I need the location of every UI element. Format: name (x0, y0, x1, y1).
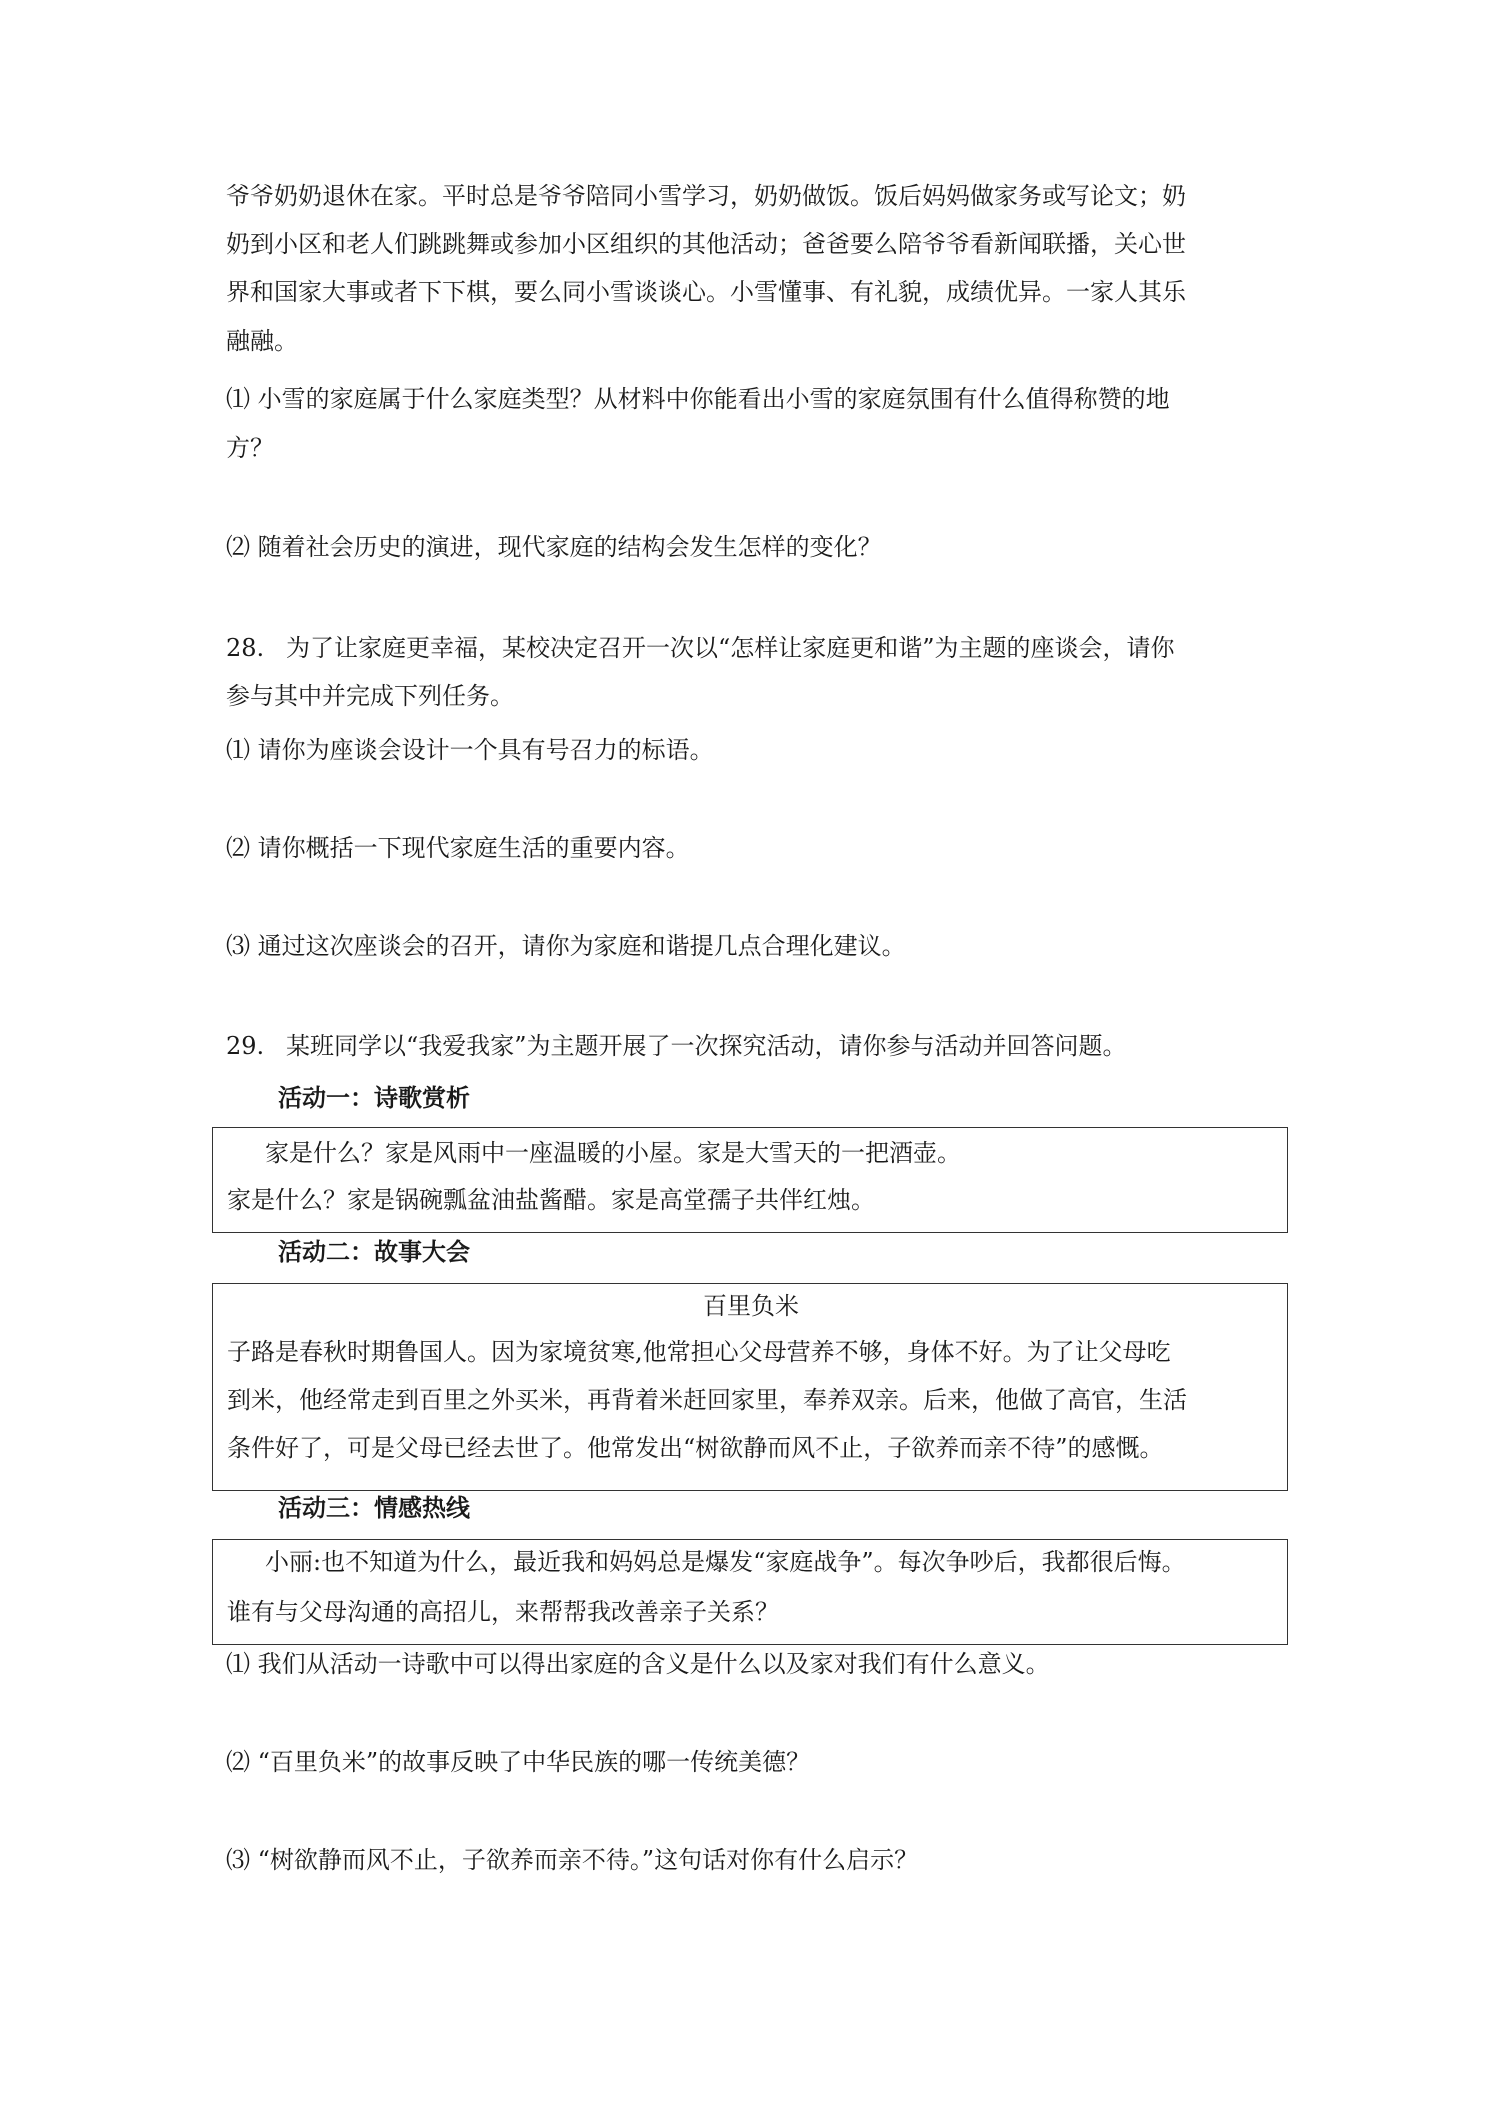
intro-question-1-line-1: ⑴ 小雪的家庭属于什么家庭类型？从材料中你能看出小雪的家庭氛围有什么值得称赞的地 (226, 385, 1170, 413)
question-28-text: 为了让家庭更幸福，某校决定召开一次以“怎样让家庭更和谐”为主题的座谈会，请你 (286, 634, 1175, 662)
intro-line-2: 奶到小区和老人们跳跳舞或参加小区组织的其他活动；爸爸要么陪爷爷看新闻联播，关心世 (226, 230, 1186, 258)
activity-2-heading: 活动二：故事大会 (278, 1237, 470, 1266)
hotline-line-2: 谁有与父母沟通的高招儿，来帮帮我改善亲子关系？ (227, 1598, 779, 1626)
story-line-1: 子路是春秋时期鲁国人。因为家境贫寒,他常担心父母营养不够，身体不好。为了让父母吃 (227, 1338, 1171, 1366)
question-28-sub-2: ⑵ 请你概括一下现代家庭生活的重要内容。 (226, 834, 690, 862)
question-29-sub-2: ⑵ “百里负米”的故事反映了中华民族的哪一传统美德？ (226, 1748, 811, 1776)
question-29-sub-3: ⑶ “树欲静而风不止，子欲养而亲不待。”这句话对你有什么启示？ (226, 1846, 919, 1874)
question-28-sub-3: ⑶ 通过这次座谈会的召开，请你为家庭和谐提几点合理化建议。 (226, 932, 906, 960)
activity-1-heading: 活动一：诗歌赏析 (278, 1083, 470, 1112)
question-28-line-1 (226, 632, 1175, 664)
intro-question-2: ⑵ 随着社会历史的演进，现代家庭的结构会发生怎样的变化？ (226, 533, 882, 561)
intro-line-4: 融融。 (226, 327, 298, 355)
activity-1-box (212, 1127, 1288, 1233)
intro-line-1: 爷爷奶奶退休在家。平时总是爷爷陪同小雪学习，奶奶做饭。饭后妈妈做家务或写论文；奶 (226, 182, 1186, 210)
activity-3-box (212, 1539, 1288, 1645)
question-29-line-1 (226, 1030, 1127, 1062)
activity-3-heading: 活动三：情感热线 (278, 1493, 470, 1522)
story-title: 百里负米 (703, 1292, 799, 1320)
story-line-3: 条件好了，可是父母已经去世了。他常发出“树欲静而风不止，子欲养而亲不待”的感慨。 (227, 1434, 1164, 1462)
question-28-sub-1: ⑴ 请你为座谈会设计一个具有号召力的标语。 (226, 736, 714, 764)
question-29-text: 某班同学以“我爱我家”为主题开展了一次探究活动，请你参与活动并回答问题。 (286, 1032, 1127, 1060)
hotline-line-1: 小丽:也不知道为什么，最近我和妈妈总是爆发“家庭战争”。每次争吵后，我都很后悔。 (265, 1548, 1186, 1576)
question-29-number: 29. (226, 1032, 265, 1060)
intro-line-3: 界和国家大事或者下下棋，要么同小雪谈谈心。小雪懂事、有礼貌，成绩优异。一家人其乐 (226, 278, 1186, 306)
activity-2-box (212, 1283, 1288, 1491)
intro-question-1-line-2: 方？ (226, 434, 274, 462)
question-28-line-2: 参与其中并完成下列任务。 (226, 682, 514, 710)
question-28-number: 28. (226, 634, 265, 662)
question-29-sub-1: ⑴ 我们从活动一诗歌中可以得出家庭的含义是什么以及家对我们有什么意义。 (226, 1650, 1050, 1678)
activity-1-poem-line-1: 家是什么？家是风雨中一座温暖的小屋。家是大雪天的一把酒壶。 (265, 1139, 961, 1167)
activity-1-poem-line-2: 家是什么？家是锅碗瓢盆油盐酱醋。家是高堂孺子共伴红烛。 (227, 1186, 875, 1214)
story-line-2: 到米，他经常走到百里之外买米，再背着米赶回家里，奉养双亲。后来，他做了高官，生活 (227, 1386, 1187, 1414)
